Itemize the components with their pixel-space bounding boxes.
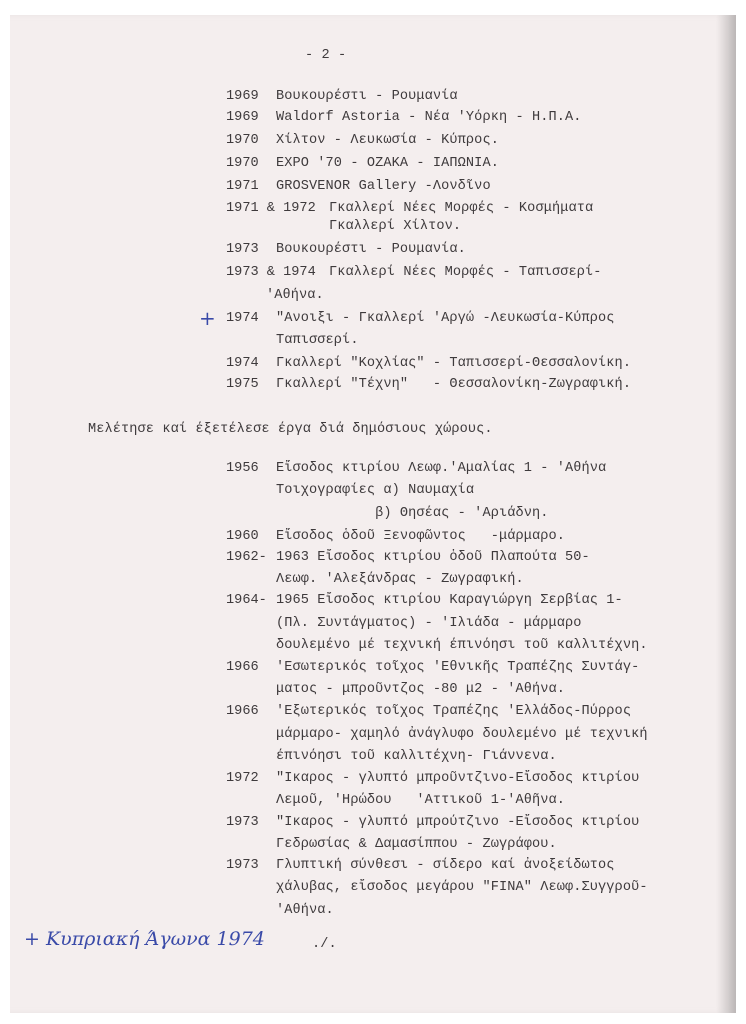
exhibition-text: Βουκουρέστι - Ρουμανία.	[276, 242, 466, 257]
exhibition-text: Χίλτον - Λευκωσία - Κύπρος.	[276, 133, 499, 148]
exhibition-text: "Ανοιξι - Γκαλλερί 'Αργώ -Λευκωσία-Κύπρος	[276, 311, 615, 326]
work-year: 1966	[226, 660, 259, 675]
handwritten-plus-mark: +	[199, 306, 216, 330]
work-text: 'Εξωτερικός τοῖχος Τραπέζης 'Ελλάδος-Πύρρος	[276, 704, 632, 719]
exhibition-year: 1975	[226, 377, 259, 392]
exhibition-text: EXPO '70 - OZAKA - ΙΑΠΩΝΙΑ.	[276, 156, 499, 171]
exhibition-year: 1974	[226, 356, 259, 371]
work-text: δουλεμένο μέ τεχνική έπινόησι τοῦ καλλιτέχνη.	[276, 638, 648, 653]
exhibition-year: 1969	[226, 110, 259, 125]
continuation-mark: ./.	[312, 937, 337, 952]
work-year: 1972	[226, 771, 259, 786]
exhibition-year: 1971 & 1972	[226, 201, 316, 216]
work-text: Λεμοῦ, 'Ηρώδου 'Αττικοῦ 1-'Αθῆνα.	[276, 793, 566, 808]
work-text: Τοιχογραφίες α) Ναυμαχία	[276, 483, 475, 498]
work-year: 1964-	[226, 593, 267, 608]
work-year: 1973	[226, 858, 259, 873]
work-year: 1960	[226, 529, 259, 544]
work-text: Γλυπτική σύνθεσι - σίδερο καί ἀνοξείδωτος	[276, 858, 615, 873]
exhibition-text: Βουκουρέστι - Ρουμανία	[276, 89, 458, 104]
exhibition-text: Γκαλλερί Νέες Μορφές - Ταπισσερί-	[329, 265, 602, 280]
page-number: - 2 -	[305, 48, 347, 63]
work-text: "Ικαρος - γλυπτό μπροῦντζινο-Εἴσοδος κτιρίου	[276, 771, 640, 786]
work-text: "Ικαρος - γλυπτό μπρούτζινο -Εἴσοδος κτιρίου	[276, 815, 640, 830]
work-text: Λεωφ. 'Αλεξάνδρας - Ζωγραφική.	[276, 572, 524, 587]
exhibition-text-continued: Γκαλλερί Χίλτον.	[329, 219, 462, 234]
work-text: Εἴσοδος κτιρίου Λεωφ.'Αμαλίας 1 - 'Αθήνα	[276, 461, 607, 476]
exhibition-text-continued: Ταπισσερί.	[276, 333, 359, 348]
exhibition-year: 1974	[226, 311, 259, 326]
exhibition-text-continued: 'Αθήνα.	[266, 288, 324, 303]
work-text: Γεδρωσίας & Δαμασίππου - Ζωγράφου.	[276, 837, 557, 852]
exhibition-year: 1969	[226, 89, 259, 104]
exhibition-year: 1970	[226, 133, 259, 148]
work-text: Εἴσοδος ὁδοῦ Ξενοφῶντος -μάρμαρο.	[276, 529, 566, 544]
work-year: 1962-	[226, 550, 267, 565]
work-text: 1965 Εἴσοδος κτιρίου Καραγιώργη Σερβίας 1-	[276, 593, 623, 608]
exhibition-year: 1971	[226, 179, 259, 194]
work-text: ματος - μπροῦντζος -80 μ2 - 'Αθήνα.	[276, 682, 566, 697]
work-year: 1966	[226, 704, 259, 719]
exhibition-year: 1973	[226, 242, 259, 257]
work-year: 1956	[226, 461, 259, 476]
exhibition-text: Γκαλλερί "Κοχλίας" - Ταπισσερί-Θεσσαλονίκη.	[276, 356, 632, 371]
handwritten-note: + Κυπριακή Άγωνα 1974	[24, 928, 265, 950]
paper-edge-shadow	[716, 15, 736, 1013]
exhibition-text: Γκαλλερί "Τέχνη" - Θεσσαλονίκη-Ζωγραφική.	[276, 377, 632, 392]
exhibition-text: Γκαλλερί Νέες Μορφές - Κοσμήματα	[329, 201, 594, 216]
work-text: έπινόησι τοῦ καλλιτέχνη- Γιάννενα.	[276, 749, 557, 764]
exhibition-year: 1973 & 1974	[226, 265, 316, 280]
work-text: χάλυβας, εἴσοδος μεγάρου "FINA" Λεωφ.Συγγροῦ-	[276, 880, 648, 895]
work-text: 'Εσωτερικός τοῖχος 'Εθνικῆς Τραπέζης Συντάγ-	[276, 660, 640, 675]
work-text: 'Αθήνα.	[276, 903, 334, 918]
work-text: 1963 Εἴσοδος κτιρίου ὁδοῦ Πλαπούτα 50-	[276, 550, 590, 565]
section-paragraph: Μελέτησε καί έξετέλεσε έργα διά δημόσιους χώρους.	[88, 422, 493, 437]
work-year: 1973	[226, 815, 259, 830]
exhibition-text: GROSVENOR Gallery -Λονδῖνο	[276, 179, 491, 194]
work-text: β) Θησέας - 'Αριάδνη.	[276, 506, 549, 521]
work-text: (Πλ. Συντάγματος) - 'Ιλιάδα - μάρμαρο	[276, 616, 582, 631]
exhibition-year: 1970	[226, 156, 259, 171]
work-text: μάρμαρο- χαμηλό ἀνάγλυφο δουλεμένο μέ τεχνική	[276, 727, 648, 742]
exhibition-text: Waldorf Astoria - Νέα 'Υόρκη - Η.Π.Α.	[276, 110, 582, 125]
